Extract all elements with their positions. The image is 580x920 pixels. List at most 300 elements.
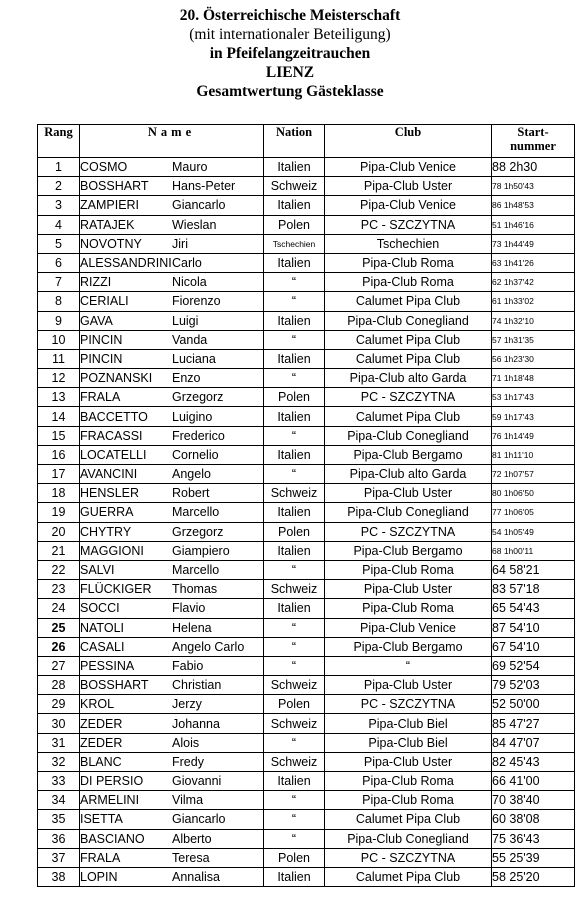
cell-nation: Schweiz: [264, 580, 325, 599]
column-header-club: Club: [325, 125, 492, 158]
firstname: Giovanni: [172, 774, 222, 789]
cell-nation: Italien: [264, 407, 325, 426]
cell-startnummer: 73 1h44'49: [492, 234, 575, 253]
firstname: Mauro: [172, 160, 208, 175]
cell-club: Pipa-Club Roma: [325, 253, 492, 272]
table-row: [38, 867, 575, 886]
cell-rang: 30: [38, 714, 80, 733]
cell-rang: 14: [38, 407, 80, 426]
table-row: [38, 465, 575, 484]
cell-startnummer: 57 1h31'35: [492, 330, 575, 349]
firstname: Frederico: [172, 428, 225, 443]
cell-nation: Polen: [264, 695, 325, 714]
cell-name: [80, 695, 264, 714]
firstname: Annalisa: [172, 870, 220, 885]
cell-rang: 22: [38, 560, 80, 579]
table-row: [38, 349, 575, 368]
cell-startnummer: 63 1h41'26: [492, 253, 575, 272]
cell-nation: Polen: [264, 388, 325, 407]
cell-startnummer: 53 1h17'43: [492, 388, 575, 407]
firstname: Fiorenzo: [172, 294, 221, 309]
firstname: Alois: [172, 735, 200, 750]
firstname: Grzegorz: [172, 524, 224, 539]
cell-startnummer: 67 54'10: [492, 637, 575, 656]
table-row: [38, 618, 575, 637]
cell-name: [80, 714, 264, 733]
cell-name: [80, 292, 264, 311]
cell-startnummer: 69 52'54: [492, 656, 575, 675]
table-row: [38, 656, 575, 675]
surname: ZEDER: [80, 716, 123, 731]
firstname: Luigino: [172, 409, 213, 424]
cell-club: Pipa-Club Bergamo: [325, 445, 492, 464]
table-row: [38, 695, 575, 714]
cell-club: Pipa-Club Venice: [325, 158, 492, 177]
table-row: [38, 810, 575, 829]
cell-nation: Polen: [264, 215, 325, 234]
table-row: [38, 848, 575, 867]
cell-name: [80, 407, 264, 426]
cell-nation: Tschechien: [264, 234, 325, 253]
firstname: Jerzy: [172, 697, 202, 712]
cell-rang: 35: [38, 810, 80, 829]
cell-rang: 5: [38, 234, 80, 253]
cell-rang: 7: [38, 273, 80, 292]
firstname: Giancarlo: [172, 198, 226, 213]
cell-name: [80, 196, 264, 215]
cell-name: [80, 158, 264, 177]
table-row: [38, 273, 575, 292]
cell-rang: 12: [38, 369, 80, 388]
title-location: LIENZ: [265, 64, 315, 81]
cell-name: [80, 752, 264, 771]
firstname: Teresa: [172, 850, 210, 865]
cell-club: PC - SZCZYTNA: [325, 522, 492, 541]
cell-rang: 37: [38, 848, 80, 867]
surname: RATAJEK: [80, 217, 135, 232]
cell-club: Pipa-Club Uster: [325, 676, 492, 695]
cell-startnummer: 72 1h07'57: [492, 465, 575, 484]
table-row: [38, 829, 575, 848]
cell-startnummer: 83 57'18: [492, 580, 575, 599]
cell-rang: 36: [38, 829, 80, 848]
cell-startnummer: 64 58'21: [492, 560, 575, 579]
table-row: [38, 541, 575, 560]
cell-rang: 4: [38, 215, 80, 234]
cell-startnummer: 85 47'27: [492, 714, 575, 733]
table-header-row: [38, 125, 575, 158]
cell-club: Pipa-Club Conegliand: [325, 311, 492, 330]
cell-nation: Italien: [264, 599, 325, 618]
cell-rang: 13: [38, 388, 80, 407]
column-header-startnummer: [492, 125, 575, 158]
firstname: Flavio: [172, 601, 206, 616]
firstname: Wieslan: [172, 217, 217, 232]
table-row: [38, 791, 575, 810]
table-row: [38, 522, 575, 541]
cell-name: [80, 484, 264, 503]
firstname: Luciana: [172, 351, 216, 366]
table-row: [38, 330, 575, 349]
cell-club: Pipa-Club Bergamo: [325, 541, 492, 560]
document-header: [0, 6, 580, 101]
cell-nation: Schweiz: [264, 484, 325, 503]
cell-nation: Polen: [264, 848, 325, 867]
cell-startnummer: 88 2h30: [492, 158, 575, 177]
cell-startnummer: 51 1h46'16: [492, 215, 575, 234]
table-row: [38, 234, 575, 253]
cell-club: Pipa-Club Venice: [325, 196, 492, 215]
table-row: [38, 311, 575, 330]
cell-club: Pipa-Club Uster: [325, 177, 492, 196]
cell-startnummer: 62 1h37'42: [492, 273, 575, 292]
cell-startnummer: 59 1h17'43: [492, 407, 575, 426]
table-row: [38, 158, 575, 177]
cell-startnummer: 75 36'43: [492, 829, 575, 848]
surname: LOPIN: [80, 870, 118, 885]
firstname: Angelo Carlo: [172, 639, 245, 654]
cell-rang: 2: [38, 177, 80, 196]
cell-club: Pipa-Club Uster: [325, 484, 492, 503]
table-row: [38, 484, 575, 503]
surname: ZAMPIERI: [80, 198, 140, 213]
firstname: Marcello: [172, 505, 220, 520]
cell-startnummer: 86 1h48'53: [492, 196, 575, 215]
table-row: [38, 407, 575, 426]
firstname: Christian: [172, 678, 222, 693]
cell-name: [80, 445, 264, 464]
table-row: [38, 599, 575, 618]
firstname: Fredy: [172, 754, 204, 769]
firstname: Vanda: [172, 332, 208, 347]
cell-name: [80, 829, 264, 848]
cell-name: [80, 656, 264, 675]
firstname: Luigi: [172, 313, 199, 328]
firstname: Johanna: [172, 716, 220, 731]
surname: NOVOTNY: [80, 236, 142, 251]
table-row: [38, 196, 575, 215]
cell-nation: “: [264, 791, 325, 810]
cell-rang: 6: [38, 253, 80, 272]
cell-rang: 8: [38, 292, 80, 311]
cell-rang: 33: [38, 772, 80, 791]
cell-name: [80, 541, 264, 560]
cell-nation: “: [264, 426, 325, 445]
cell-name: [80, 273, 264, 292]
cell-rang: 21: [38, 541, 80, 560]
firstname: Helena: [172, 620, 212, 635]
cell-name: [80, 772, 264, 791]
cell-name: [80, 867, 264, 886]
surname: DI PERSIO: [80, 774, 144, 789]
cell-startnummer: 82 45'43: [492, 752, 575, 771]
cell-club: Pipa-Club Roma: [325, 273, 492, 292]
firstname: Hans-Peter: [172, 179, 236, 194]
cell-club: Calumet Pipa Club: [325, 292, 492, 311]
surname: BACCETTO: [80, 409, 148, 424]
cell-name: [80, 733, 264, 752]
cell-rang: 34: [38, 791, 80, 810]
cell-rang: 27: [38, 656, 80, 675]
firstname: Giancarlo: [172, 812, 226, 827]
cell-name: [80, 791, 264, 810]
surname: ZEDER: [80, 735, 123, 750]
cell-club: Calumet Pipa Club: [325, 349, 492, 368]
cell-club: Calumet Pipa Club: [325, 810, 492, 829]
cell-club: PC - SZCZYTNA: [325, 848, 492, 867]
cell-rang: 31: [38, 733, 80, 752]
cell-startnummer: 76 1h14'49: [492, 426, 575, 445]
surname: BASCIANO: [80, 831, 145, 846]
cell-name: [80, 503, 264, 522]
cell-rang: 10: [38, 330, 80, 349]
title-discipline: in Pfeifelangzeitrauchen: [209, 45, 371, 62]
cell-club: Pipa-Club Conegliand: [325, 503, 492, 522]
table-row: [38, 388, 575, 407]
cell-club: Calumet Pipa Club: [325, 867, 492, 886]
surname: PINCIN: [80, 351, 123, 366]
column-header-nation: Nation: [264, 125, 325, 158]
cell-name: [80, 388, 264, 407]
table-row: [38, 752, 575, 771]
startnummer-label-line2: nummer: [510, 139, 556, 153]
cell-nation: “: [264, 618, 325, 637]
surname: NATOLI: [80, 620, 124, 635]
cell-startnummer: 60 38'08: [492, 810, 575, 829]
cell-startnummer: 80 1h06'50: [492, 484, 575, 503]
column-header-rang: Rang: [38, 125, 80, 158]
cell-name: [80, 618, 264, 637]
table-row: [38, 733, 575, 752]
cell-rang: 11: [38, 349, 80, 368]
cell-nation: “: [264, 733, 325, 752]
firstname: Grzegorz: [172, 390, 224, 405]
cell-name: [80, 349, 264, 368]
cell-club: Pipa-Club Uster: [325, 752, 492, 771]
surname: BLANC: [80, 754, 122, 769]
cell-club: Calumet Pipa Club: [325, 407, 492, 426]
cell-club: Pipa-Club Biel: [325, 714, 492, 733]
firstname: Nicola: [172, 275, 207, 290]
cell-nation: “: [264, 656, 325, 675]
firstname: Marcello: [172, 563, 220, 578]
surname: FRACASSI: [80, 428, 143, 443]
cell-club: PC - SZCZYTNA: [325, 215, 492, 234]
surname: FLÜCKIGER: [80, 582, 152, 597]
cell-rang: 23: [38, 580, 80, 599]
cell-name: [80, 676, 264, 695]
cell-club: Pipa-Club Bergamo: [325, 637, 492, 656]
cell-nation: “: [264, 465, 325, 484]
surname: RIZZI: [80, 275, 112, 290]
table-body: [38, 158, 575, 887]
cell-nation: Italien: [264, 503, 325, 522]
title-ranking: Gesamtwertung Gästeklasse: [196, 83, 384, 100]
cell-club: “: [325, 656, 492, 675]
surname: CASALI: [80, 639, 125, 654]
cell-name: [80, 810, 264, 829]
subtitle-participation: (mit internationaler Beteiligung): [189, 26, 391, 43]
cell-startnummer: 65 54'43: [492, 599, 575, 618]
cell-startnummer: 55 25'39: [492, 848, 575, 867]
table-row: [38, 560, 575, 579]
cell-rang: 3: [38, 196, 80, 215]
surname: COSMO: [80, 160, 128, 175]
cell-startnummer: 74 1h32'10: [492, 311, 575, 330]
surname: ISETTA: [80, 812, 123, 827]
cell-nation: “: [264, 560, 325, 579]
cell-rang: 32: [38, 752, 80, 771]
cell-name: [80, 599, 264, 618]
cell-club: PC - SZCZYTNA: [325, 388, 492, 407]
cell-name: [80, 465, 264, 484]
cell-nation: Schweiz: [264, 177, 325, 196]
cell-name: [80, 234, 264, 253]
cell-startnummer: 84 47'07: [492, 733, 575, 752]
cell-rang: 20: [38, 522, 80, 541]
cell-nation: “: [264, 292, 325, 311]
surname: BOSSHART: [80, 678, 149, 693]
cell-nation: Italien: [264, 158, 325, 177]
cell-club: Pipa-Club Conegliand: [325, 829, 492, 848]
cell-startnummer: 70 38'40: [492, 791, 575, 810]
cell-rang: 16: [38, 445, 80, 464]
surname: MAGGIONI: [80, 543, 144, 558]
table-row: [38, 292, 575, 311]
firstname: Fabio: [172, 658, 204, 673]
cell-name: [80, 522, 264, 541]
cell-rang: 9: [38, 311, 80, 330]
cell-rang: 19: [38, 503, 80, 522]
surname: AVANCINI: [80, 467, 138, 482]
surname: BOSSHART: [80, 179, 149, 194]
cell-name: [80, 637, 264, 656]
cell-startnummer: 78 1h50'43: [492, 177, 575, 196]
cell-nation: Italien: [264, 253, 325, 272]
cell-name: [80, 560, 264, 579]
cell-nation: Schweiz: [264, 752, 325, 771]
cell-club: PC - SZCZYTNA: [325, 695, 492, 714]
cell-startnummer: 56 1h23'30: [492, 349, 575, 368]
table-row: [38, 215, 575, 234]
cell-nation: Italien: [264, 311, 325, 330]
cell-club: Pipa-Club Roma: [325, 560, 492, 579]
cell-name: [80, 330, 264, 349]
cell-nation: Schweiz: [264, 714, 325, 733]
cell-startnummer: 54 1h05'49: [492, 522, 575, 541]
surname: ALESSANDRINI: [80, 256, 172, 271]
cell-name: [80, 253, 264, 272]
cell-club: Pipa-Club Roma: [325, 599, 492, 618]
cell-club: Pipa-Club Biel: [325, 733, 492, 752]
cell-name: [80, 215, 264, 234]
surname: LOCATELLI: [80, 447, 147, 462]
cell-startnummer: 77 1h06'05: [492, 503, 575, 522]
surname: FRALA: [80, 850, 121, 865]
table-row: [38, 772, 575, 791]
cell-nation: “: [264, 637, 325, 656]
firstname: Enzo: [172, 371, 201, 386]
cell-name: [80, 848, 264, 867]
results-table: [37, 124, 575, 887]
column-header-name: Name: [80, 125, 264, 158]
surname: GUERRA: [80, 505, 134, 520]
table-row: [38, 369, 575, 388]
firstname: Angelo: [172, 467, 211, 482]
table-row: [38, 637, 575, 656]
cell-rang: 18: [38, 484, 80, 503]
cell-startnummer: 87 54'10: [492, 618, 575, 637]
surname: CHYTRY: [80, 524, 132, 539]
surname: PINCIN: [80, 332, 123, 347]
cell-nation: Italien: [264, 445, 325, 464]
cell-nation: Italien: [264, 772, 325, 791]
cell-nation: Italien: [264, 867, 325, 886]
surname: ARMELINI: [80, 793, 140, 808]
cell-nation: “: [264, 829, 325, 848]
startnummer-label-line1: Start-: [517, 125, 549, 139]
cell-nation: Italien: [264, 196, 325, 215]
firstname: Jiri: [172, 236, 188, 251]
cell-club: Pipa-Club Uster: [325, 580, 492, 599]
cell-club: Pipa-Club Conegliand: [325, 426, 492, 445]
cell-rang: 26: [38, 637, 80, 656]
cell-startnummer: 81 1h11'10: [492, 445, 575, 464]
cell-club: Pipa-Club Roma: [325, 772, 492, 791]
cell-nation: Polen: [264, 522, 325, 541]
cell-name: [80, 580, 264, 599]
firstname: Cornelio: [172, 447, 219, 462]
cell-startnummer: 61 1h33'02: [492, 292, 575, 311]
table-row: [38, 177, 575, 196]
firstname: Carlo: [172, 256, 202, 271]
cell-rang: 28: [38, 676, 80, 695]
surname: SOCCI: [80, 601, 120, 616]
cell-nation: “: [264, 330, 325, 349]
surname: POZNANSKI: [80, 371, 153, 386]
table-row: [38, 445, 575, 464]
cell-rang: 25: [38, 618, 80, 637]
surname: PESSINA: [80, 658, 135, 673]
cell-nation: “: [264, 810, 325, 829]
cell-rang: 29: [38, 695, 80, 714]
title-championship: 20. Österreichische Meisterschaft: [179, 7, 401, 24]
surname: FRALA: [80, 390, 121, 405]
surname: HENSLER: [80, 486, 140, 501]
cell-name: [80, 311, 264, 330]
table-row: [38, 714, 575, 733]
table-row: [38, 253, 575, 272]
cell-club: Pipa-Club Venice: [325, 618, 492, 637]
cell-nation: Schweiz: [264, 676, 325, 695]
cell-startnummer: 58 25'20: [492, 867, 575, 886]
cell-club: Pipa-Club Roma: [325, 791, 492, 810]
firstname: Robert: [172, 486, 210, 501]
cell-club: Calumet Pipa Club: [325, 330, 492, 349]
cell-nation: Italien: [264, 541, 325, 560]
firstname: Alberto: [172, 831, 212, 846]
cell-startnummer: 79 52'03: [492, 676, 575, 695]
cell-name: [80, 369, 264, 388]
surname: GAVA: [80, 313, 113, 328]
table-row: [38, 503, 575, 522]
surname: KROL: [80, 697, 115, 712]
cell-club: Tschechien: [325, 234, 492, 253]
cell-name: [80, 177, 264, 196]
cell-startnummer: 52 50'00: [492, 695, 575, 714]
cell-rang: 1: [38, 158, 80, 177]
firstname: Thomas: [172, 582, 218, 597]
